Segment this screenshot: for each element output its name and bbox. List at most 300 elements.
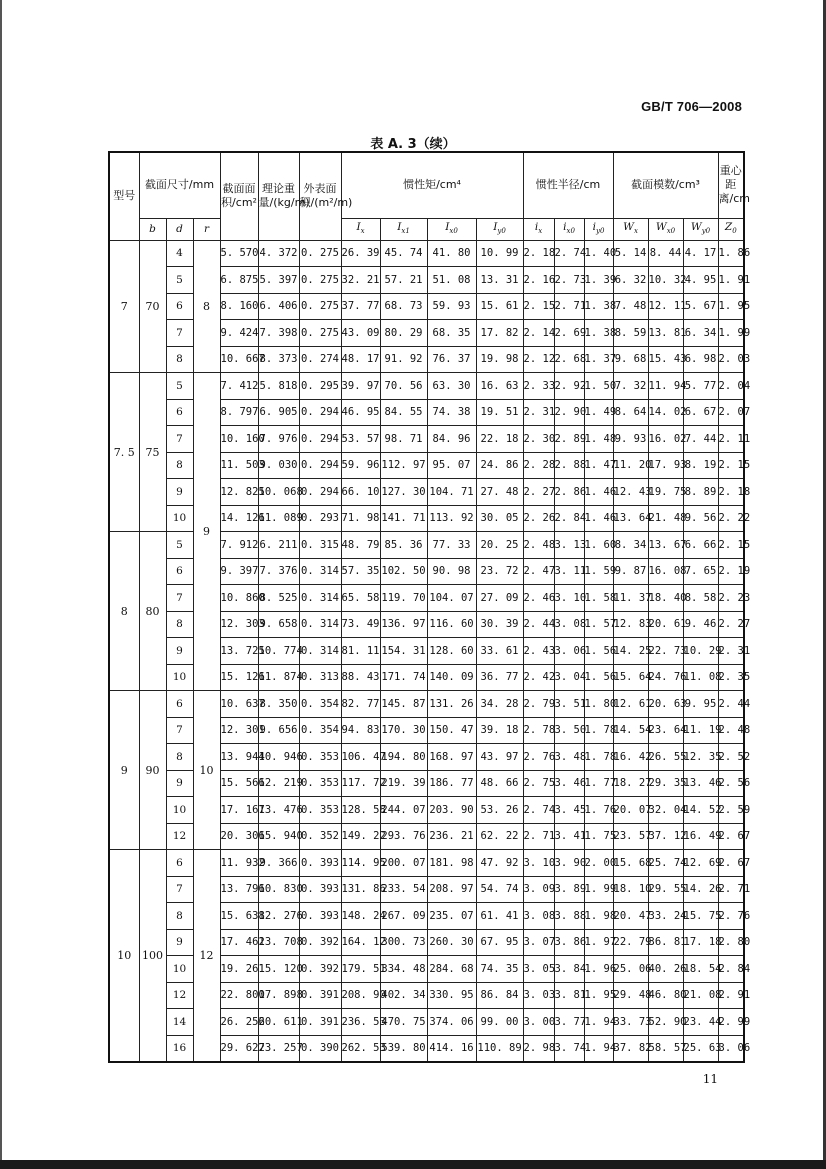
- value-cell: 7. 912: [220, 532, 258, 559]
- value-cell: 110. 89: [476, 1035, 523, 1062]
- col-weight: 理论重量/(kg/m): [258, 152, 299, 240]
- value-cell: 51. 08: [427, 267, 476, 294]
- col-Ix1: $I_{x1}$: [380, 218, 427, 240]
- value-cell: 52. 90: [648, 1009, 683, 1036]
- value-cell: 2. 86: [554, 479, 584, 506]
- value-cell: 32. 04: [648, 797, 683, 824]
- d-cell: 10: [166, 797, 193, 824]
- value-cell: 17. 462: [220, 929, 258, 956]
- value-cell: 2. 33: [523, 373, 554, 400]
- value-cell: 11. 20: [613, 452, 648, 479]
- value-cell: 0. 354: [299, 717, 341, 744]
- value-cell: 2. 27: [718, 611, 744, 638]
- value-cell: 2. 48: [523, 532, 554, 559]
- value-cell: 17. 82: [476, 320, 523, 347]
- value-cell: 2. 91: [718, 982, 744, 1009]
- value-cell: 11. 932: [220, 850, 258, 877]
- value-cell: 12. 35: [683, 744, 718, 771]
- value-cell: 59. 93: [427, 293, 476, 320]
- value-cell: 3. 13: [554, 532, 584, 559]
- value-cell: 117. 72: [341, 770, 380, 797]
- value-cell: 102. 50: [380, 558, 427, 585]
- value-cell: 0. 391: [299, 1009, 341, 1036]
- d-cell: 7: [166, 320, 193, 347]
- value-cell: 402. 34: [380, 982, 427, 1009]
- value-cell: 13. 796: [220, 876, 258, 903]
- value-cell: 2. 78: [523, 717, 554, 744]
- value-cell: 37. 82: [613, 1035, 648, 1062]
- value-cell: 1. 39: [584, 267, 613, 294]
- value-cell: 233. 54: [380, 876, 427, 903]
- value-cell: 14. 54: [613, 717, 648, 744]
- value-cell: 203. 90: [427, 797, 476, 824]
- value-cell: 12. 303: [220, 611, 258, 638]
- value-cell: 40. 26: [648, 956, 683, 983]
- value-cell: 3. 74: [554, 1035, 584, 1062]
- value-cell: 22. 18: [476, 426, 523, 453]
- value-cell: 30. 39: [476, 611, 523, 638]
- value-cell: 5. 77: [683, 373, 718, 400]
- value-cell: 45. 74: [380, 240, 427, 267]
- value-cell: 150. 47: [427, 717, 476, 744]
- angle-steel-table: [108, 151, 751, 1063]
- d-cell: 9: [166, 929, 193, 956]
- model-cell: 7: [109, 240, 139, 373]
- value-cell: 8. 64: [613, 399, 648, 426]
- col-ix: $i_x$: [523, 218, 554, 240]
- value-cell: 23. 57: [613, 823, 648, 850]
- value-cell: 236. 21: [427, 823, 476, 850]
- value-cell: 6. 406: [258, 293, 299, 320]
- value-cell: 1. 56: [584, 664, 613, 691]
- value-cell: 2. 16: [523, 267, 554, 294]
- model-cell: 9: [109, 691, 139, 850]
- value-cell: 3. 90: [554, 850, 584, 877]
- value-cell: 9. 68: [613, 346, 648, 373]
- value-cell: 27. 09: [476, 585, 523, 612]
- value-cell: 128. 60: [427, 638, 476, 665]
- value-cell: 3. 10: [554, 585, 584, 612]
- value-cell: 1. 49: [584, 399, 613, 426]
- value-cell: 9. 658: [258, 611, 299, 638]
- value-cell: 9. 87: [613, 558, 648, 585]
- value-cell: 19. 261: [220, 956, 258, 983]
- value-cell: 13. 67: [648, 532, 683, 559]
- value-cell: 0. 314: [299, 558, 341, 585]
- d-cell: 5: [166, 267, 193, 294]
- value-cell: 1. 37: [584, 346, 613, 373]
- value-cell: 10. 068: [258, 479, 299, 506]
- value-cell: 1. 94: [584, 1035, 613, 1062]
- value-cell: 2. 00: [584, 850, 613, 877]
- value-cell: 82. 77: [341, 691, 380, 718]
- value-cell: 15. 120: [258, 956, 299, 983]
- value-cell: 2. 28: [523, 452, 554, 479]
- value-cell: 6. 34: [683, 320, 718, 347]
- value-cell: 5. 397: [258, 267, 299, 294]
- value-cell: 43. 09: [341, 320, 380, 347]
- value-cell: 6. 211: [258, 532, 299, 559]
- r-cell: 12: [193, 850, 220, 1062]
- col-d: d: [166, 218, 193, 240]
- value-cell: 63. 30: [427, 373, 476, 400]
- value-cell: 21. 08: [683, 982, 718, 1009]
- value-cell: 260. 30: [427, 929, 476, 956]
- value-cell: 39. 97: [341, 373, 380, 400]
- value-cell: 3. 04: [554, 664, 584, 691]
- value-cell: 7. 976: [258, 426, 299, 453]
- value-cell: 0. 392: [299, 929, 341, 956]
- value-cell: 3. 06: [718, 1035, 744, 1062]
- value-cell: 200. 07: [380, 850, 427, 877]
- table-row: [109, 691, 744, 718]
- value-cell: 3. 08: [523, 903, 554, 930]
- value-cell: 33. 73: [613, 1009, 648, 1036]
- value-cell: 3. 86: [554, 929, 584, 956]
- value-cell: 0. 274: [299, 346, 341, 373]
- value-cell: 2. 15: [718, 532, 744, 559]
- value-cell: 0. 313: [299, 664, 341, 691]
- value-cell: 2. 74: [554, 240, 584, 267]
- value-cell: 14. 52: [683, 797, 718, 824]
- value-cell: 0. 275: [299, 240, 341, 267]
- col-ix0: $i_{x0}$: [554, 218, 584, 240]
- d-cell: 7: [166, 876, 193, 903]
- col-Wy0: $W_{y0}$: [683, 218, 718, 240]
- value-cell: 15. 64: [613, 664, 648, 691]
- value-cell: 71. 98: [341, 505, 380, 532]
- value-cell: 9. 95: [683, 691, 718, 718]
- value-cell: 9. 46: [683, 611, 718, 638]
- value-cell: 10. 99: [476, 240, 523, 267]
- value-cell: 119. 70: [380, 585, 427, 612]
- value-cell: 0. 294: [299, 426, 341, 453]
- value-cell: 9. 56: [683, 505, 718, 532]
- value-cell: 2. 18: [718, 479, 744, 506]
- value-cell: 235. 07: [427, 903, 476, 930]
- value-cell: 0. 294: [299, 479, 341, 506]
- table-row: [109, 850, 744, 877]
- value-cell: 2. 89: [554, 426, 584, 453]
- value-cell: 2. 92: [554, 373, 584, 400]
- value-cell: 20. 63: [648, 691, 683, 718]
- value-cell: 2. 79: [523, 691, 554, 718]
- value-cell: 3. 05: [523, 956, 554, 983]
- value-cell: 12. 219: [258, 770, 299, 797]
- value-cell: 10. 32: [648, 267, 683, 294]
- b-cell: 70: [139, 240, 166, 373]
- value-cell: 2. 88: [554, 452, 584, 479]
- col-centroid: 重心距离/cm: [718, 152, 744, 218]
- value-cell: 74. 35: [476, 956, 523, 983]
- value-cell: 2. 42: [523, 664, 554, 691]
- page-number: 11: [702, 1072, 718, 1086]
- value-cell: 136. 97: [380, 611, 427, 638]
- value-cell: 2. 98: [523, 1035, 554, 1062]
- value-cell: 1. 86: [718, 240, 744, 267]
- value-cell: 19. 75: [648, 479, 683, 506]
- value-cell: 2. 22: [718, 505, 744, 532]
- d-cell: 5: [166, 532, 193, 559]
- model-cell: 10: [109, 850, 139, 1062]
- value-cell: 6. 66: [683, 532, 718, 559]
- value-cell: 6. 67: [683, 399, 718, 426]
- value-cell: 1. 46: [584, 505, 613, 532]
- value-cell: 3. 08: [554, 611, 584, 638]
- value-cell: 12. 43: [613, 479, 648, 506]
- value-cell: 20. 07: [613, 797, 648, 824]
- value-cell: 3. 46: [554, 770, 584, 797]
- value-cell: 14. 26: [683, 876, 718, 903]
- value-cell: 14. 02: [648, 399, 683, 426]
- scan-bottom-edge: [0, 1160, 826, 1169]
- value-cell: 3. 84: [554, 956, 584, 983]
- table-title: 表 A. 3（续）: [370, 137, 456, 152]
- value-cell: 470. 75: [380, 1009, 427, 1036]
- value-cell: 29. 48: [613, 982, 648, 1009]
- value-cell: 1. 46: [584, 479, 613, 506]
- value-cell: 18. 40: [648, 585, 683, 612]
- value-cell: 2. 84: [718, 956, 744, 983]
- value-cell: 22. 79: [613, 929, 648, 956]
- r-cell: 8: [193, 240, 220, 373]
- value-cell: 9. 397: [220, 558, 258, 585]
- value-cell: 23. 72: [476, 558, 523, 585]
- value-cell: 2. 11: [718, 426, 744, 453]
- value-cell: 2. 67: [718, 823, 744, 850]
- value-cell: 21. 48: [648, 505, 683, 532]
- value-cell: 8. 58: [683, 585, 718, 612]
- value-cell: 3. 77: [554, 1009, 584, 1036]
- value-cell: 2. 31: [523, 399, 554, 426]
- value-cell: 1. 95: [584, 982, 613, 1009]
- table-row: [109, 373, 744, 400]
- d-cell: 9: [166, 479, 193, 506]
- value-cell: 46. 80: [648, 982, 683, 1009]
- value-cell: 11. 37: [613, 585, 648, 612]
- value-cell: 10. 830: [258, 876, 299, 903]
- value-cell: 2. 84: [554, 505, 584, 532]
- value-cell: 16. 02: [648, 426, 683, 453]
- value-cell: 2. 04: [718, 373, 744, 400]
- value-cell: 208. 97: [427, 876, 476, 903]
- value-cell: 84. 55: [380, 399, 427, 426]
- value-cell: 36. 77: [476, 664, 523, 691]
- value-cell: 15. 68: [613, 850, 648, 877]
- value-cell: 39. 18: [476, 717, 523, 744]
- value-cell: 34. 28: [476, 691, 523, 718]
- value-cell: 2. 80: [718, 929, 744, 956]
- value-cell: 113. 92: [427, 505, 476, 532]
- value-cell: 91. 92: [380, 346, 427, 373]
- value-cell: 1. 60: [584, 532, 613, 559]
- value-cell: 5. 570: [220, 240, 258, 267]
- value-cell: 8. 44: [648, 240, 683, 267]
- value-cell: 19. 51: [476, 399, 523, 426]
- standard-code: GB/T 706—2008: [641, 99, 742, 114]
- value-cell: 86. 84: [476, 982, 523, 1009]
- table-row: [109, 240, 744, 267]
- value-cell: 27. 48: [476, 479, 523, 506]
- value-cell: 33. 24: [648, 903, 683, 930]
- value-cell: 3. 81: [554, 982, 584, 1009]
- value-cell: 12. 11: [648, 293, 683, 320]
- value-cell: 1. 59: [584, 558, 613, 585]
- value-cell: 5. 14: [613, 240, 648, 267]
- value-cell: 3. 50: [554, 717, 584, 744]
- value-cell: 10. 160: [220, 426, 258, 453]
- d-cell: 10: [166, 664, 193, 691]
- value-cell: 20. 306: [220, 823, 258, 850]
- value-cell: 20. 61: [648, 611, 683, 638]
- value-cell: 8. 34: [613, 532, 648, 559]
- value-cell: 53. 57: [341, 426, 380, 453]
- value-cell: 32. 21: [341, 267, 380, 294]
- value-cell: 13. 708: [258, 929, 299, 956]
- value-cell: 15. 566: [220, 770, 258, 797]
- value-cell: 2. 12: [523, 346, 554, 373]
- value-cell: 0. 294: [299, 399, 341, 426]
- value-cell: 104. 71: [427, 479, 476, 506]
- value-cell: 2. 56: [718, 770, 744, 797]
- value-cell: 2. 46: [523, 585, 554, 612]
- value-cell: 7. 65: [683, 558, 718, 585]
- value-cell: 26. 55: [648, 744, 683, 771]
- value-cell: 1. 57: [584, 611, 613, 638]
- value-cell: 23. 64: [648, 717, 683, 744]
- value-cell: 2. 31: [718, 638, 744, 665]
- d-cell: 10: [166, 505, 193, 532]
- value-cell: 374. 06: [427, 1009, 476, 1036]
- value-cell: 2. 43: [523, 638, 554, 665]
- b-cell: 90: [139, 691, 166, 850]
- value-cell: 18. 10: [613, 876, 648, 903]
- value-cell: 104. 07: [427, 585, 476, 612]
- d-cell: 6: [166, 399, 193, 426]
- r-cell: 9: [193, 373, 220, 691]
- value-cell: 15. 61: [476, 293, 523, 320]
- value-cell: 3. 10: [523, 850, 554, 877]
- value-cell: 24. 86: [476, 452, 523, 479]
- d-cell: 9: [166, 770, 193, 797]
- model-cell: 7. 5: [109, 373, 139, 532]
- value-cell: 244. 07: [380, 797, 427, 824]
- value-cell: 186. 77: [427, 770, 476, 797]
- value-cell: 106. 47: [341, 744, 380, 771]
- value-cell: 2. 71: [718, 876, 744, 903]
- value-cell: 0. 391: [299, 982, 341, 1009]
- value-cell: 2. 18: [523, 240, 554, 267]
- value-cell: 3. 48: [554, 744, 584, 771]
- value-cell: 11. 503: [220, 452, 258, 479]
- value-cell: 2. 76: [523, 744, 554, 771]
- value-cell: 10. 774: [258, 638, 299, 665]
- value-cell: 66. 10: [341, 479, 380, 506]
- value-cell: 16. 42: [613, 744, 648, 771]
- value-cell: 6. 32: [613, 267, 648, 294]
- value-cell: 1. 48: [584, 426, 613, 453]
- value-cell: 0. 393: [299, 903, 341, 930]
- value-cell: 1. 50: [584, 373, 613, 400]
- col-inertia: 惯性矩/cm⁴: [341, 152, 523, 218]
- value-cell: 194. 80: [380, 744, 427, 771]
- value-cell: 2. 19: [718, 558, 744, 585]
- value-cell: 43. 97: [476, 744, 523, 771]
- value-cell: 131. 86: [341, 876, 380, 903]
- value-cell: 1. 40: [584, 240, 613, 267]
- value-cell: 4. 95: [683, 267, 718, 294]
- value-cell: 4. 372: [258, 240, 299, 267]
- value-cell: 25. 06: [613, 956, 648, 983]
- value-cell: 47. 92: [476, 850, 523, 877]
- value-cell: 94. 83: [341, 717, 380, 744]
- value-cell: 65. 58: [341, 585, 380, 612]
- value-cell: 2. 76: [718, 903, 744, 930]
- value-cell: 0. 314: [299, 611, 341, 638]
- col-dims: 截面尺寸/mm: [139, 152, 220, 218]
- value-cell: 3. 45: [554, 797, 584, 824]
- value-cell: 4. 17: [683, 240, 718, 267]
- value-cell: 334. 48: [380, 956, 427, 983]
- value-cell: 57. 35: [341, 558, 380, 585]
- value-cell: 12. 301: [220, 717, 258, 744]
- value-cell: 10. 946: [258, 744, 299, 771]
- value-cell: 17. 167: [220, 797, 258, 824]
- value-cell: 2. 07: [718, 399, 744, 426]
- model-cell: 8: [109, 532, 139, 691]
- value-cell: 8. 797: [220, 399, 258, 426]
- value-cell: 1. 78: [584, 744, 613, 771]
- col-r: r: [193, 218, 220, 240]
- value-cell: 88. 43: [341, 664, 380, 691]
- value-cell: 14. 25: [613, 638, 648, 665]
- value-cell: 85. 36: [380, 532, 427, 559]
- value-cell: 6. 905: [258, 399, 299, 426]
- value-cell: 2. 15: [523, 293, 554, 320]
- value-cell: 8. 19: [683, 452, 718, 479]
- value-cell: 11. 94: [648, 373, 683, 400]
- value-cell: 17. 898: [258, 982, 299, 1009]
- col-area: 截面面积/cm²: [220, 152, 258, 240]
- value-cell: 1. 94: [584, 1009, 613, 1036]
- value-cell: 13. 31: [476, 267, 523, 294]
- value-cell: 539. 80: [380, 1035, 427, 1062]
- value-cell: 3. 00: [523, 1009, 554, 1036]
- value-cell: 1. 38: [584, 320, 613, 347]
- value-cell: 1. 78: [584, 717, 613, 744]
- col-modulus: 截面模数/cm³: [613, 152, 718, 218]
- value-cell: 11. 874: [258, 664, 299, 691]
- value-cell: 26. 39: [341, 240, 380, 267]
- value-cell: 22. 73: [648, 638, 683, 665]
- value-cell: 2. 23: [718, 585, 744, 612]
- d-cell: 7: [166, 426, 193, 453]
- value-cell: 76. 37: [427, 346, 476, 373]
- col-Ix: $I_x$: [341, 218, 380, 240]
- value-cell: 1. 99: [718, 320, 744, 347]
- d-cell: 8: [166, 744, 193, 771]
- value-cell: 11. 089: [258, 505, 299, 532]
- value-cell: 12. 61: [613, 691, 648, 718]
- col-model: 型号: [109, 152, 139, 240]
- value-cell: 267. 09: [380, 903, 427, 930]
- value-cell: 2. 73: [554, 267, 584, 294]
- value-cell: 3. 09: [523, 876, 554, 903]
- value-cell: 8. 160: [220, 293, 258, 320]
- value-cell: 168. 97: [427, 744, 476, 771]
- value-cell: 12. 276: [258, 903, 299, 930]
- value-cell: 15. 638: [220, 903, 258, 930]
